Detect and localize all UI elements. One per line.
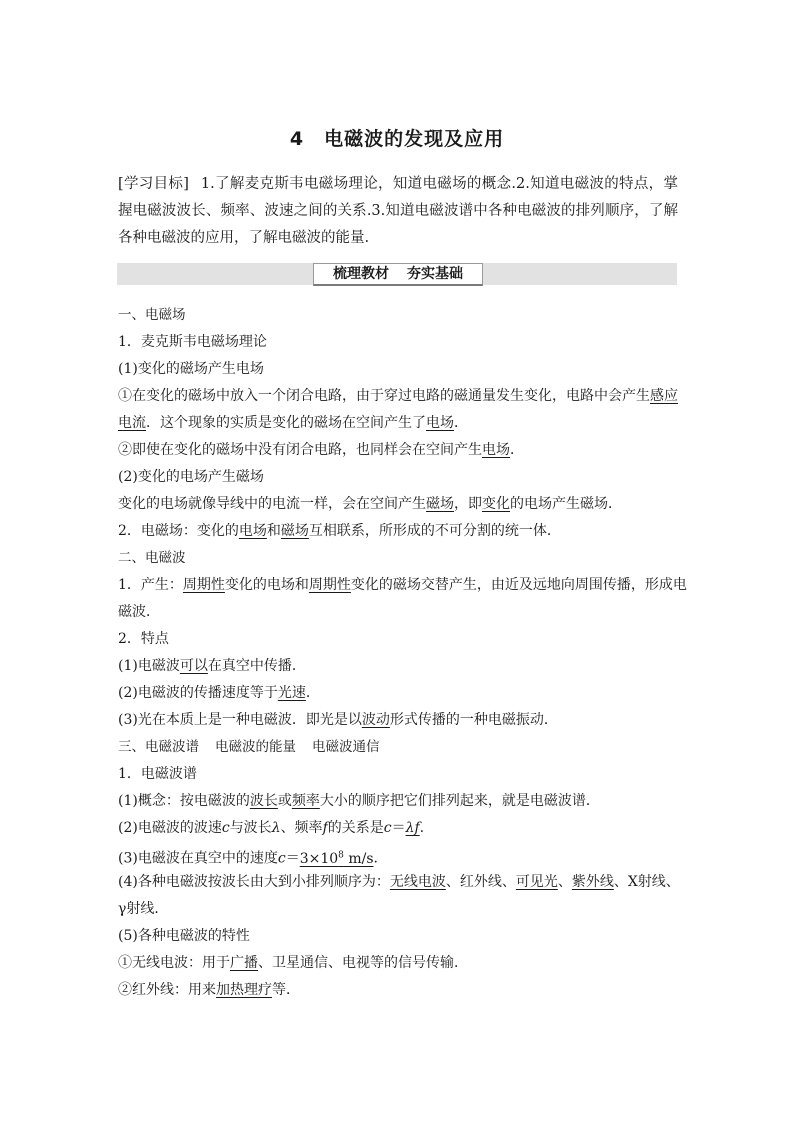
section-heading: 三、电磁波谱 电磁波的能量 电磁波通信 [118,739,380,755]
paragraph: 磁波． [118,604,160,620]
answer-blank: 波动 [361,712,390,728]
answer-blank: 频率 [291,793,320,809]
paragraph: ①无线电波：用于广播、卫星通信、电视等的信号传输． [118,955,468,971]
paragraph: 1．电磁波谱 [118,766,197,782]
page-title [0,124,794,151]
banner-left: 梳理教材 [333,266,389,282]
paragraph: 2．电磁场：变化的电场和磁场互相联系，所形成的不可分割的统一体． [118,523,561,539]
answer-blank: 光速 [277,685,306,701]
answer-blank: 紫外线 [571,874,614,890]
paragraph: (1)变化的磁场产生电场 [118,361,264,377]
answer-blank: 电场 [238,523,267,539]
banner-right: 夯实基础 [407,266,463,282]
answer-blank: 变化 [482,496,510,512]
paragraph: (1)电磁波可以在真空中传播． [118,658,306,674]
answer-blank: 周期性 [182,577,225,593]
section-banner [117,263,677,285]
title-number: 4 [289,128,305,150]
answer-blank: $3\times 10^8$ m/s [299,850,374,867]
answer-blank: 电流 [118,415,146,431]
banner-box [313,263,483,286]
answer-blank: 可见光 [515,874,558,890]
answer-blank: 广播 [230,955,258,971]
paragraph: (1)概念：按电磁波的波长或频率大小的顺序把它们排列起来，就是电磁波谱． [118,793,600,809]
answer-blank: 加热理疗 [216,982,272,998]
answer-blank: 感应 [650,388,678,404]
paragraph: 1．产生：周期性变化的电场和周期性变化的磁场交替产生，由近及远地向周围传播，形成电 [118,577,687,593]
paragraph: ①在变化的磁场中放入一个闭合电路，由于穿过电路的磁通量发生变化，电路中会产生感应 [118,388,678,404]
paragraph: 变化的电场就像导线中的电流一样，会在空间产生磁场，即变化的电场产生磁场． [118,496,622,512]
paragraph: 1．麦克斯韦电磁场理论 [118,334,267,350]
paragraph: (2)电磁波的传播速度等于光速． [118,685,320,701]
goals-text: 1.了解麦克斯韦电磁场理论，知道电磁场的概念.2.知道电磁波的特点，掌握电磁波波长、频率、波速之间的关系.3.知道电磁波谱中各种电磁波的排列顺序，了解各种电磁波的应用，了解电磁波的能量. [118,176,678,246]
section-heading: 一、电磁场 [118,307,186,323]
learning-goals [118,171,678,252]
paragraph: (2)电磁波的波速c与波长λ、频率f的关系是c＝λf. [118,820,425,836]
answer-blank: 无线电波 [389,874,446,890]
paragraph: (2)变化的电场产生磁场 [118,469,264,485]
answer-blank: 可以 [179,658,208,674]
title-text: 电磁波的发现及应用 [324,128,505,150]
paragraph: ②即使在变化的磁场中没有闭合电路，也同样会在空间产生电场． [118,442,524,458]
answer-blank: 磁场 [280,523,309,539]
answer-blank: 波长 [249,793,278,809]
paragraph: 2．特点 [118,631,169,647]
answer-blank: 电场 [426,415,454,431]
answer-blank: λf [405,820,420,836]
paragraph: ②红外线：用来加热理疗等． [118,982,300,998]
paragraph: (3)电磁波在真空中的速度$c=3\times 10^8$ m/s. [118,850,378,867]
content-body [118,302,687,1004]
answer-blank: 电场 [482,442,510,458]
paragraph: (4)各种电磁波按波长由大到小排列顺序为：无线电波、红外线、可见光、紫外线、X射线、 [118,874,680,890]
goals-tag: [学习目标] [118,176,189,192]
paragraph: γ射线． [118,901,169,917]
paragraph: (3)光在本质上是一种电磁波．即光是以波动形式传播的一种电磁振动． [118,712,558,728]
answer-blank: 周期性 [308,577,351,593]
paragraph: 电流．这个现象的实质是变化的磁场在空间产生了电场． [118,415,468,431]
paragraph: (5)各种电磁波的特性 [118,928,250,944]
section-heading: 二、电磁波 [118,550,186,566]
answer-blank: 磁场 [426,496,454,512]
